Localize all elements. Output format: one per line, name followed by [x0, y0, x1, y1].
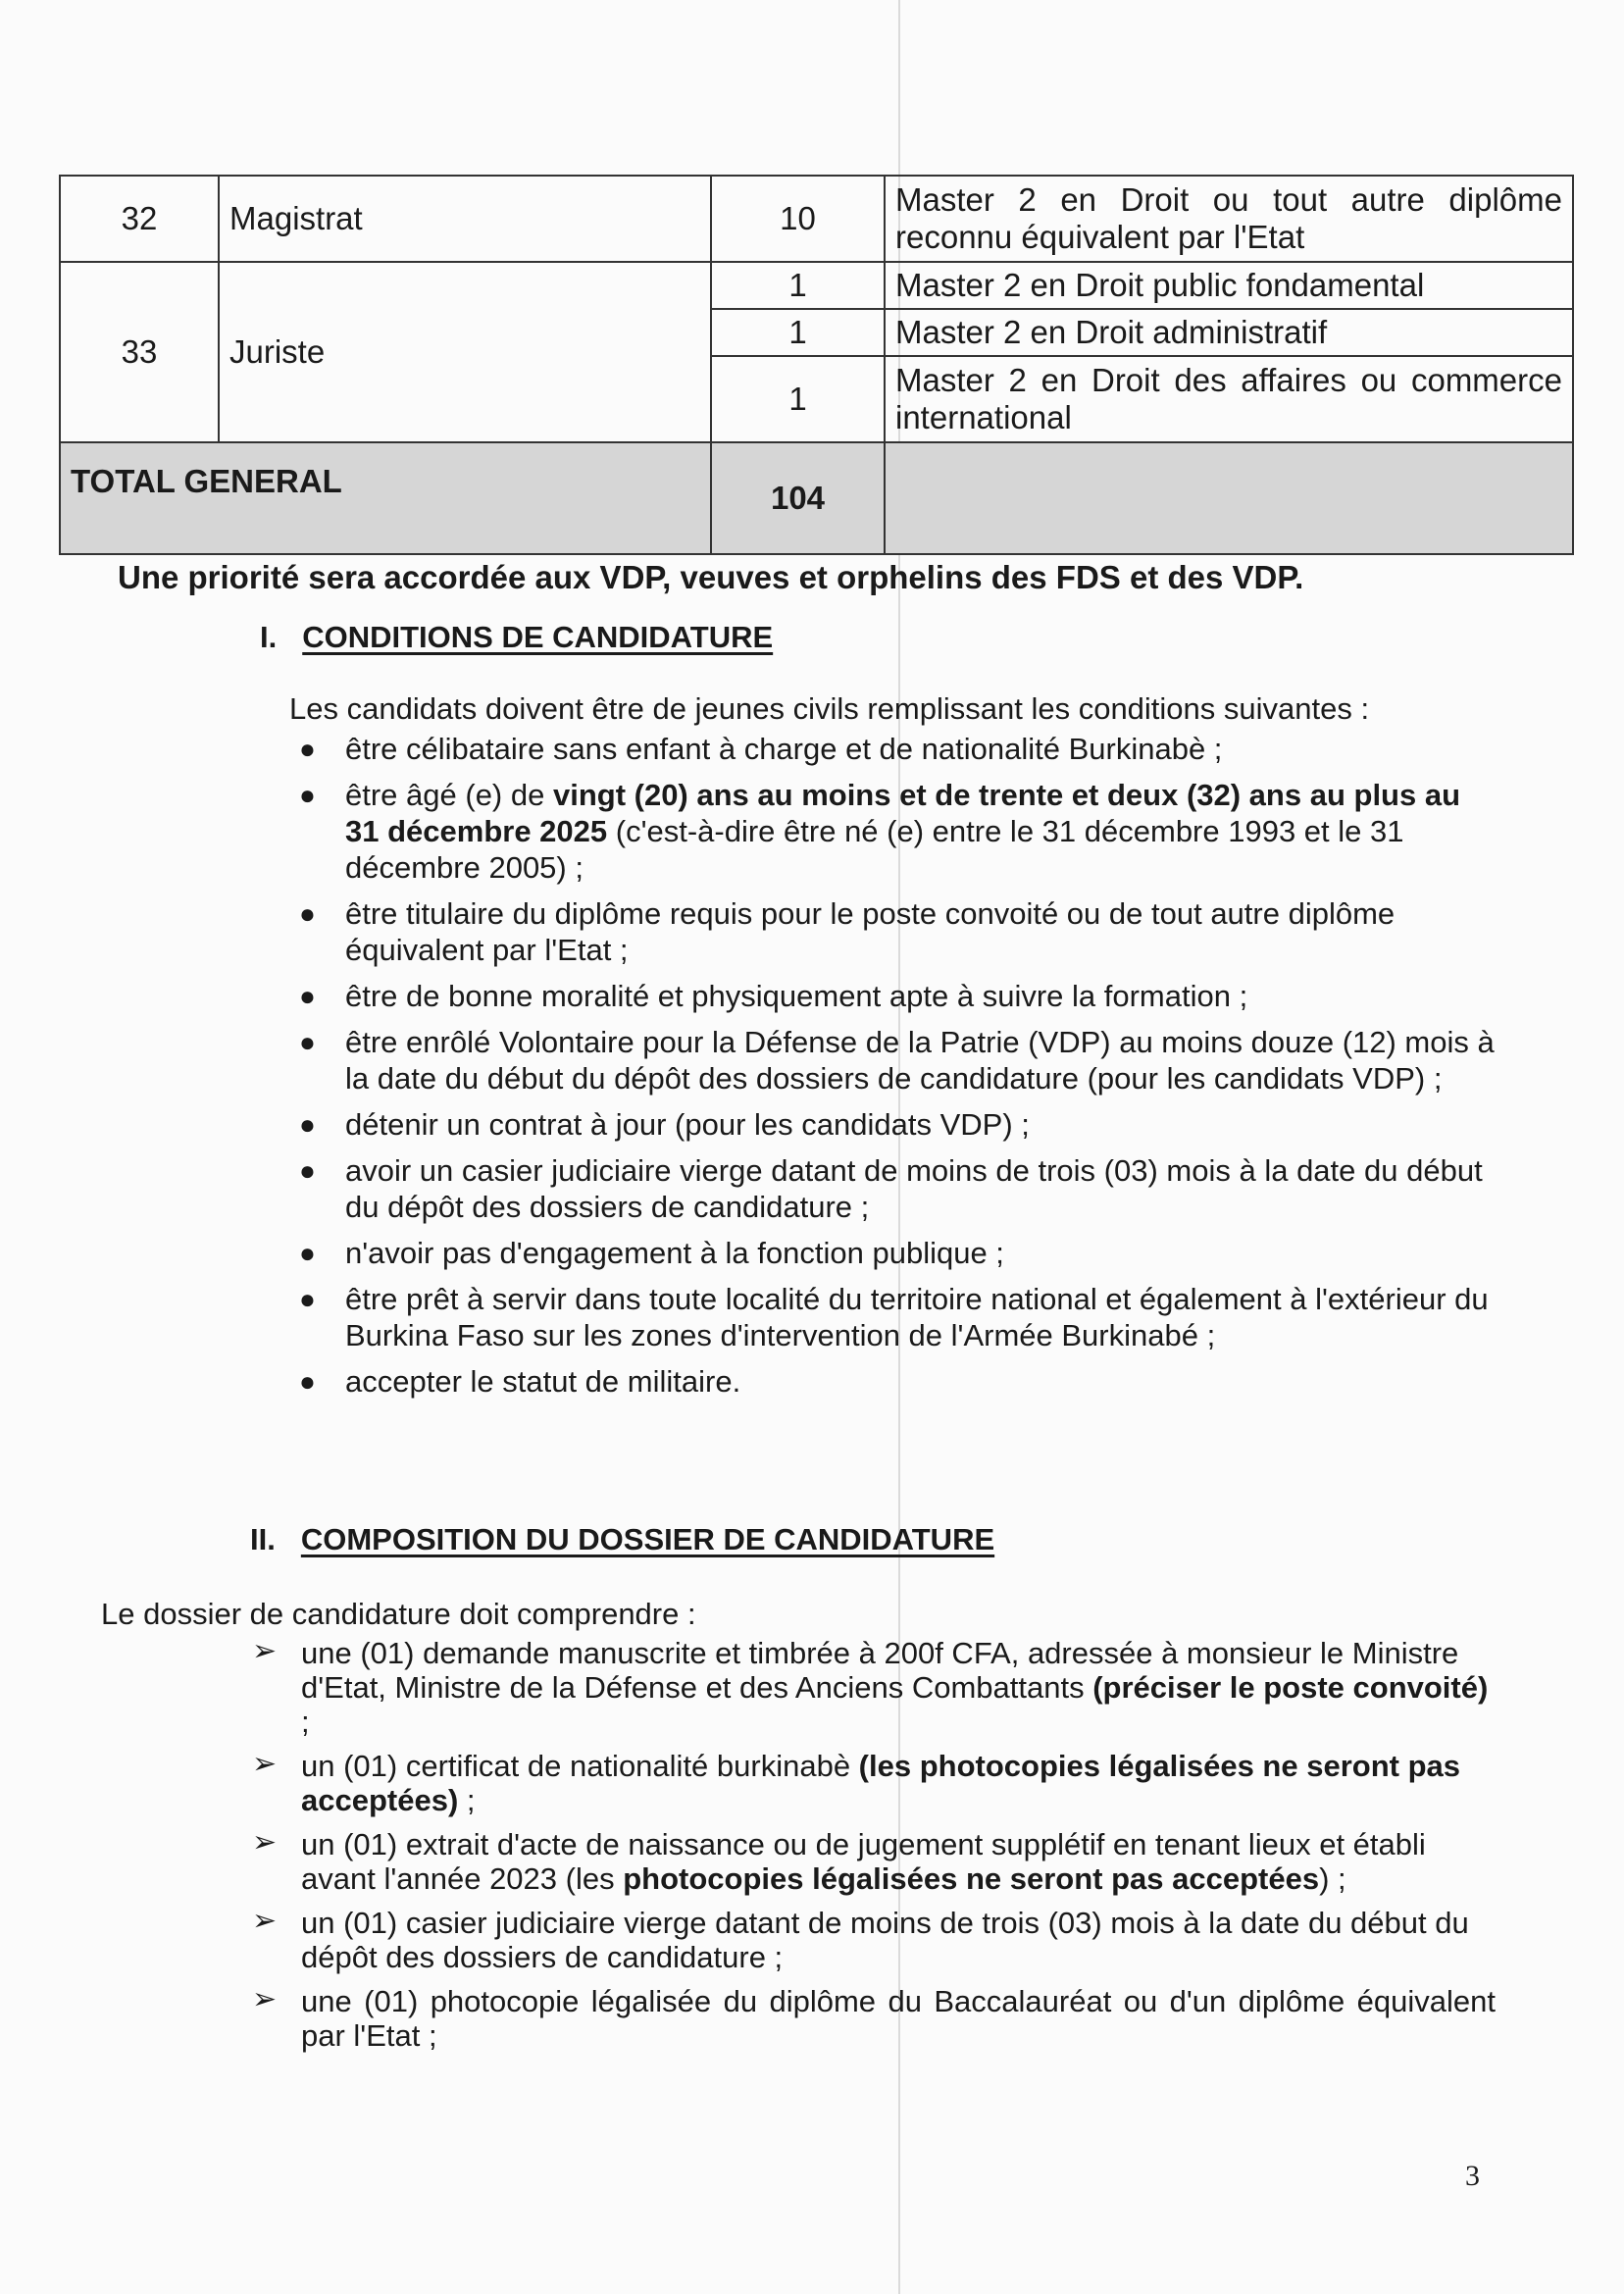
post-title: Juriste: [219, 262, 711, 442]
positions-table: [59, 175, 1574, 555]
conditions-list: [294, 731, 1500, 1409]
list-item: ● être prêt à servir dans toute localité du territoire national et également à l'extérieur du Burkina Faso sur les zones d'intervention de l'Armée Burkinabé ;: [299, 1282, 1489, 1352]
list-item: ● être titulaire du diplôme requis pour le poste convoité ou de tout autre diplôme équivalent par l'Etat ;: [299, 896, 1396, 967]
page-number: 3: [1465, 2160, 1480, 2192]
section-title: CONDITIONS DE CANDIDATURE: [302, 620, 774, 654]
list-item: ● être âgé (e) de vingt (20) ans au moins et de trente et deux (32) ans au plus au 31 décembre 2025 (c'est-à-dire être né (e) entre le 31 décembre 1993 et le 31 décembre 2005) ;: [299, 778, 1461, 885]
post-diploma: Master 2 en Droit administratif: [885, 309, 1573, 356]
bullet-icon: ●: [299, 734, 316, 764]
post-diploma: Master 2 en Droit public fondamental: [885, 262, 1573, 309]
section-intro: Les candidats doivent être de jeunes civils remplissant les conditions suivantes :: [289, 691, 1370, 726]
arrow-bullet-icon: ➢: [252, 1826, 278, 1859]
list-item: ● détenir un contrat à jour (pour les candidats VDP) ;: [299, 1107, 1030, 1142]
post-number: 32: [60, 176, 219, 262]
post-count: 1: [711, 262, 885, 309]
dossier-list: [250, 1636, 1496, 2063]
arrow-bullet-icon: ➢: [252, 1635, 278, 1667]
post-diploma: Master 2 en Droit ou tout autre diplôme reconnu équivalent par l'Etat: [885, 176, 1573, 262]
list-item: ➢ un (01) casier judiciaire vierge datant de moins de trois (03) mois à la date du début du dépôt des dossiers de candidature ;: [252, 1905, 1469, 1974]
section-heading: [250, 1522, 994, 1557]
list-item: ● être de bonne moralité et physiquement apte à suivre la formation ;: [299, 979, 1248, 1013]
section-intro: Le dossier de candidature doit comprendre :: [101, 1597, 696, 1631]
bullet-icon: ●: [299, 1027, 316, 1057]
bullet-icon: ●: [299, 1366, 316, 1397]
post-title: Magistrat: [219, 176, 711, 262]
list-item: ➢ une (01) demande manuscrite et timbrée à 200f CFA, adressée à monsieur le Ministre d'Etat, Ministre de la Défense et des Anciens Combattants (préciser le poste convoité) ;: [252, 1635, 1489, 1739]
bullet-icon: ●: [299, 780, 316, 810]
list-item: ● n'avoir pas d'engagement à la fonction publique ;: [299, 1236, 1004, 1270]
bullet-icon: ●: [299, 1155, 316, 1186]
arrow-bullet-icon: ➢: [252, 1905, 278, 1937]
priority-note: Une priorité sera accordée aux VDP, veuves et orphelins des FDS et des VDP.: [118, 559, 1304, 595]
table-row: [60, 262, 1573, 309]
bullet-icon: ●: [299, 898, 316, 929]
section-title: COMPOSITION DU DOSSIER DE CANDIDATURE: [300, 1522, 995, 1556]
table-row: [60, 176, 1573, 262]
list-item: ● accepter le statut de militaire.: [299, 1364, 741, 1399]
section-number: II.: [250, 1522, 276, 1556]
list-item: ➢ un (01) certificat de nationalité burkinabè (les photocopies légalisées ne seront pas acceptées) ;: [252, 1748, 1460, 1817]
bullet-icon: ●: [299, 1238, 316, 1268]
total-value: 104: [711, 442, 885, 554]
list-item: ➢ un (01) extrait d'acte de naissance ou de jugement supplétif en tenant lieux et établi avant l'année 2023 (les photocopies légalisées ne seront pas acceptées) ;: [252, 1826, 1426, 1896]
list-item: ● être enrôlé Volontaire pour la Défense de la Patrie (VDP) au moins douze (12) mois à la date du début du dépôt des dossiers de candidature (pour les candidats VDP) ;: [299, 1025, 1495, 1096]
bullet-icon: ●: [299, 981, 316, 1011]
total-empty-cell: [885, 442, 1573, 554]
list-item: ➢ une (01) photocopie légalisée du diplôme du Baccalauréat ou d'un diplôme équivalent par l'Etat ;: [252, 1983, 1496, 2053]
post-count: 10: [711, 176, 885, 262]
arrow-bullet-icon: ➢: [252, 1748, 278, 1780]
section-heading: [260, 620, 773, 655]
post-count: 1: [711, 356, 885, 442]
bullet-icon: ●: [299, 1284, 316, 1314]
post-count: 1: [711, 309, 885, 356]
list-item: ● avoir un casier judiciaire vierge datant de moins de trois (03) mois à la date du début du dépôt des dossiers de candidature ;: [299, 1153, 1483, 1224]
bullet-icon: ●: [299, 1109, 316, 1140]
section-number: I.: [260, 620, 278, 654]
table-total-row: [60, 442, 1573, 554]
arrow-bullet-icon: ➢: [252, 1983, 278, 2015]
list-item: ● être célibataire sans enfant à charge et de nationalité Burkinabè ;: [299, 732, 1223, 766]
post-number: 33: [60, 262, 219, 442]
post-diploma: Master 2 en Droit des affaires ou commerce international: [885, 356, 1573, 442]
total-label: TOTAL GENERAL: [60, 442, 711, 554]
